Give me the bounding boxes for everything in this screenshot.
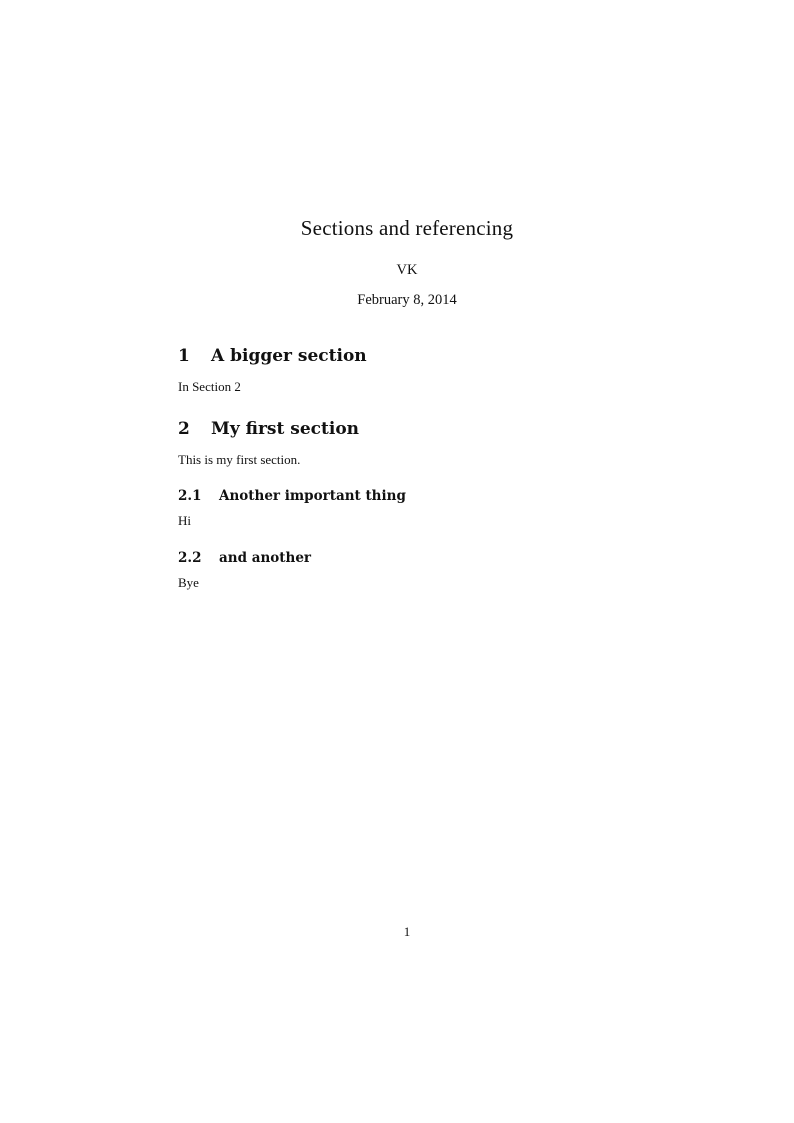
document-author: VK (396, 262, 418, 278)
subsection-heading-2-1 (178, 486, 406, 506)
document-title: Sections and referencing (300, 216, 514, 240)
subsection-number: 2.1 (178, 488, 202, 504)
subsection-title: Another important thing (219, 488, 406, 504)
page-number: 1 (403, 924, 411, 939)
section-body-2: This is my first section. (178, 452, 301, 467)
subsection-number: 2.2 (178, 550, 202, 566)
section-title: My first section (211, 419, 360, 439)
section-number: 1 (178, 346, 190, 366)
section-body-1: In Section 2 (178, 379, 241, 394)
section-number: 2 (178, 419, 190, 439)
subsection-body-2-1: Hi (178, 513, 191, 528)
document-date: February 8, 2014 (357, 292, 457, 308)
section-heading-1 (178, 344, 367, 368)
subsection-heading-2-2 (178, 548, 311, 568)
section-heading-2 (178, 417, 359, 441)
subsection-title: and another (219, 550, 312, 566)
section-title: A bigger section (211, 346, 367, 366)
subsection-body-2-2: Bye (178, 575, 199, 590)
